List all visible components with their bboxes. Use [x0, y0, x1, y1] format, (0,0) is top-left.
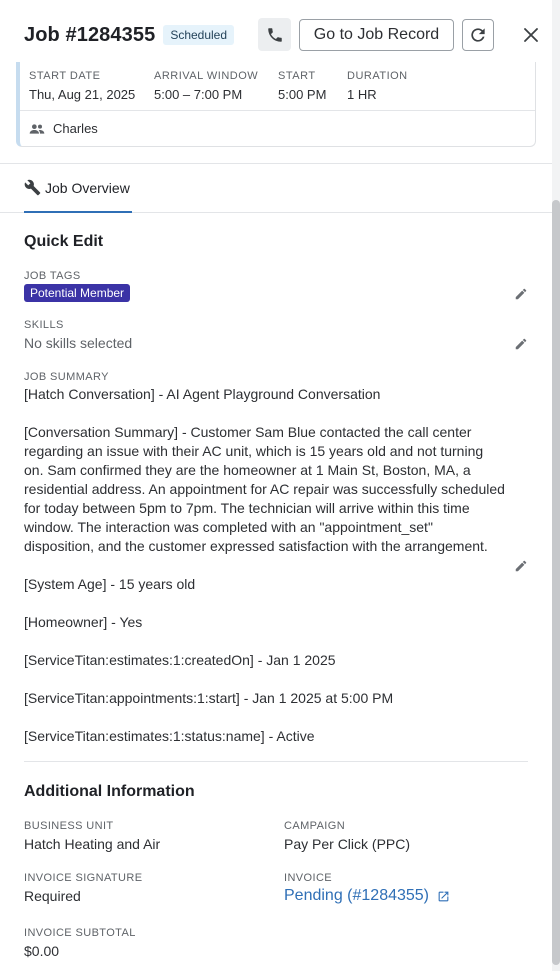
tab-bar [0, 163, 552, 213]
business-unit-field: BUSINESS UNIT Hatch Heating and Air [24, 820, 161, 852]
duration-value: 1 HR [347, 87, 377, 102]
section-divider [24, 761, 528, 762]
summary-line: disposition, and the customer expressed satisfaction with the arrangement. [24, 538, 488, 554]
job-summary-text [24, 385, 528, 746]
skills-value: No skills selected [24, 335, 133, 351]
summary-line: window. The interaction was completed with an "appointment_set" [24, 519, 433, 535]
start-date-field: START DATE Thu, Aug 21, 2025 [29, 70, 136, 102]
invoice-subtotal-field: INVOICE SUBTOTAL $0.00 [24, 927, 136, 959]
close-icon [524, 28, 538, 42]
summary-line: on. Sam confirmed they are the homeowner at 1 Main St, Boston, MA, a [24, 462, 471, 478]
skills-label: SKILLS [24, 319, 64, 331]
external-link-icon [437, 890, 450, 903]
start-time-value: 5:00 PM [278, 87, 327, 102]
technician [29, 121, 98, 136]
start-date-value: Thu, Aug 21, 2025 [29, 87, 136, 102]
summary-line [24, 404, 528, 423]
start-time-field: START 5:00 PM [278, 70, 327, 102]
invoice-subtotal-value: $0.00 [24, 943, 60, 959]
summary-line [24, 708, 528, 727]
refresh-icon [468, 25, 488, 45]
phone-icon [266, 26, 284, 44]
appointment-card [16, 62, 536, 147]
campaign-value: Pay Per Click (PPC) [284, 836, 411, 852]
duration-field: DURATION 1 HR [347, 70, 408, 102]
arrival-window-value: 5:00 – 7:00 PM [154, 87, 243, 102]
campaign-field: CAMPAIGN Pay Per Click (PPC) [284, 820, 411, 852]
additional-info-title: Additional Information [24, 783, 195, 800]
tab-job-overview[interactable]: Job Overview [24, 164, 132, 213]
summary-line: [ServiceTitan:appointments:1:start] - Jan 1 2025 at 5:00 PM [24, 690, 394, 706]
status-badge: Scheduled [163, 25, 234, 45]
call-button[interactable] [258, 18, 291, 51]
close-button[interactable] [518, 22, 544, 48]
arrival-window-field: ARRIVAL WINDOW 5:00 – 7:00 PM [154, 70, 259, 102]
go-to-job-record-button[interactable]: Go to Job Record [299, 19, 454, 51]
job-title: Job #1284355 [24, 23, 156, 46]
summary-line [24, 556, 528, 575]
summary-line: regarding an issue with their AC unit, which is 15 years old and not turning [24, 443, 484, 459]
technician-name: Charles [53, 121, 98, 136]
invoice-signature-field: INVOICE SIGNATURE Required [24, 872, 143, 904]
job-tag: Potential Member [24, 284, 130, 302]
edit-summary-icon[interactable] [514, 559, 528, 573]
summary-line: residential address. An appointment for AC repair was successfully scheduled [24, 481, 505, 497]
summary-line [24, 670, 528, 689]
wrench-icon [24, 179, 41, 196]
summary-line: for today between 5pm to 7pm. The technician will arrive within this time [24, 500, 470, 516]
summary-line: [ServiceTitan:estimates:1:status:name] - Active [24, 728, 315, 744]
people-icon [29, 123, 45, 135]
summary-line: [Hatch Conversation] - AI Agent Playground Conversation [24, 386, 381, 402]
summary-line [24, 632, 528, 651]
edit-skills-icon[interactable] [514, 337, 528, 351]
job-tags-label: JOB TAGS [24, 270, 81, 282]
summary-line [24, 594, 528, 613]
scrollbar-thumb[interactable] [552, 200, 560, 965]
business-unit-value: Hatch Heating and Air [24, 836, 161, 852]
invoice-field: INVOICE Pending (#1284355) [284, 872, 450, 905]
invoice-signature-value: Required [24, 888, 81, 904]
invoice-link[interactable]: Pending (#1284355) [284, 887, 450, 905]
job-summary-label: JOB SUMMARY [24, 371, 109, 383]
edit-job-tags-icon[interactable] [514, 287, 528, 301]
divider [20, 110, 535, 111]
refresh-button[interactable] [462, 19, 494, 51]
summary-line: [Conversation Summary] - Customer Sam Blue contacted the call center [24, 424, 472, 440]
summary-line: [ServiceTitan:estimates:1:createdOn] - Jan 1 2025 [24, 652, 336, 668]
summary-line: [System Age] - 15 years old [24, 576, 196, 592]
quick-edit-title: Quick Edit [24, 233, 104, 250]
summary-line: [Homeowner] - Yes [24, 614, 143, 630]
